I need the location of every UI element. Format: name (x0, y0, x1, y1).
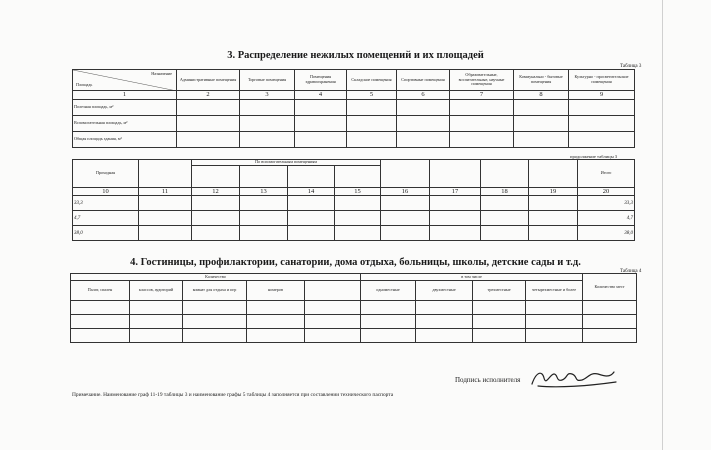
cell (430, 196, 481, 211)
col-number: 18 (481, 188, 529, 196)
col-number: 8 (514, 91, 569, 100)
cell (529, 211, 578, 226)
col-header: комнат для отдыха и игр (183, 281, 247, 301)
cell (335, 196, 381, 211)
cell (240, 100, 295, 116)
cell (139, 226, 192, 241)
col-number: 4 (295, 91, 347, 100)
cell (397, 100, 450, 116)
col-number: 13 (240, 188, 288, 196)
cell (240, 196, 288, 211)
col-header: Палат, спален (71, 281, 130, 301)
col-header: Складские помещения (347, 70, 397, 91)
col-header: Спортивные помещения (397, 70, 450, 91)
cell (183, 315, 247, 329)
table3-continuation (72, 159, 635, 241)
col-number: 16 (381, 188, 430, 196)
cell (416, 329, 473, 343)
col-header: Коммунально - бытовые помещения (514, 70, 569, 91)
col-header: Административные помещения (177, 70, 240, 91)
cell (473, 315, 526, 329)
cell (247, 301, 305, 315)
cell (473, 301, 526, 315)
cell (361, 315, 416, 329)
cell (569, 116, 635, 132)
col-number: 19 (529, 188, 578, 196)
cell (381, 160, 430, 188)
cell (71, 301, 130, 315)
cell (335, 226, 381, 241)
cell (240, 211, 288, 226)
col-header: Культурно - просветительские помещения (569, 70, 635, 91)
signature-scribble (528, 366, 618, 390)
col-header: четырехместные и более (526, 281, 583, 301)
col-passage: Проходная (73, 160, 139, 188)
corner-top-label: Назначение (151, 71, 172, 76)
cell (397, 132, 450, 148)
row-label: Общая площадь здания, м² (73, 132, 177, 148)
cell (569, 132, 635, 148)
cell (481, 211, 529, 226)
cell (139, 160, 192, 188)
cell (71, 329, 130, 343)
cell (288, 226, 335, 241)
table3-corner (73, 70, 177, 91)
cell (481, 160, 529, 188)
col-number: 11 (139, 188, 192, 196)
col-number: 7 (450, 91, 514, 100)
cell (514, 116, 569, 132)
cell (288, 196, 335, 211)
col-number: 12 (192, 188, 240, 196)
cell (177, 132, 240, 148)
col-number: 9 (569, 91, 635, 100)
cell (416, 301, 473, 315)
cell (192, 211, 240, 226)
col-number: 17 (430, 188, 481, 196)
total-cell: 4,7 (578, 211, 635, 226)
col-header: номеров (247, 281, 305, 301)
cell (361, 301, 416, 315)
group-incl-header: в том числе (361, 274, 583, 281)
signature-label: Подпись исполнителя (455, 376, 521, 384)
col-header: Торговые помещения (240, 70, 295, 91)
section4-title: 4. Гостиницы, профилактории, санатории, дома отдыха, больницы, школы, детские сады и т.д. (130, 257, 581, 268)
cell (430, 160, 481, 188)
col-number: 1 (73, 91, 177, 100)
cell (335, 166, 381, 188)
total-cell: 38,0 (578, 226, 635, 241)
cell (130, 315, 183, 329)
cell (177, 100, 240, 116)
col-header: классов, аудиторий (130, 281, 183, 301)
cell (381, 226, 430, 241)
value-cell: 4,7 (73, 211, 139, 226)
cell (288, 211, 335, 226)
cell (177, 116, 240, 132)
cell (192, 196, 240, 211)
col-header: двухместные (416, 281, 473, 301)
cell (240, 166, 288, 188)
cell (526, 315, 583, 329)
cell (514, 132, 569, 148)
cell (381, 211, 430, 226)
cell (139, 211, 192, 226)
cell (192, 226, 240, 241)
cell (430, 211, 481, 226)
cell (335, 211, 381, 226)
col-header: Помещения здравоохранения (295, 70, 347, 91)
cell (347, 116, 397, 132)
cell (247, 315, 305, 329)
cell (183, 329, 247, 343)
cell (481, 196, 529, 211)
cell (481, 226, 529, 241)
cell (240, 116, 295, 132)
row-label: Вспомогательная площадь, м² (73, 116, 177, 132)
cell (240, 226, 288, 241)
cell (514, 100, 569, 116)
cell (529, 196, 578, 211)
cell (450, 116, 514, 132)
page-edge (662, 0, 663, 450)
cell (473, 329, 526, 343)
cell (139, 196, 192, 211)
cell (305, 329, 361, 343)
total-cell: 33,3 (578, 196, 635, 211)
cell (130, 329, 183, 343)
cell (397, 116, 450, 132)
corner-bottom-label: Площадь (76, 82, 93, 88)
cell (569, 100, 635, 116)
cell (583, 315, 637, 329)
table3-label: Таблица 3 (620, 64, 642, 69)
row-label: Полезная площадь, м² (73, 100, 177, 116)
col-header: трехместные (473, 281, 526, 301)
group-count-header: Количество (71, 274, 361, 281)
table3-continuation-label: продолжение таблицы 3 (570, 154, 618, 159)
col-number: 3 (240, 91, 295, 100)
cell (295, 100, 347, 116)
table4 (70, 273, 637, 343)
col-number: 20 (578, 188, 635, 196)
cell (583, 301, 637, 315)
col-number: 10 (73, 188, 139, 196)
cell (305, 301, 361, 315)
cell (416, 315, 473, 329)
cell (130, 301, 183, 315)
cell (529, 226, 578, 241)
table3 (72, 69, 635, 148)
cell (450, 100, 514, 116)
cell (247, 329, 305, 343)
col-header: Образовательные, воспитательные, научные помещения (450, 70, 514, 91)
cell (71, 315, 130, 329)
cell (526, 329, 583, 343)
cell (347, 100, 397, 116)
col-number: 15 (335, 188, 381, 196)
cell (381, 196, 430, 211)
cell (450, 132, 514, 148)
value-cell: 38,0 (73, 226, 139, 241)
cell (430, 226, 481, 241)
cell (305, 315, 361, 329)
footnote: Примечание. Наименование граф 11-19 таблицы 3 и наименование графы 5 таблицы 4 заполняется при составлении технического паспорта (72, 392, 394, 398)
cell (295, 132, 347, 148)
section3-title: 3. Распределение нежилых помещений и их площадей (227, 50, 484, 61)
col-places: Количество мест (583, 274, 637, 301)
table4-label: Таблица 4 (620, 269, 642, 274)
col-number: 6 (397, 91, 450, 100)
cell (526, 301, 583, 315)
cell (347, 132, 397, 148)
cell (361, 329, 416, 343)
col-header: одноместные (361, 281, 416, 301)
cell (192, 166, 240, 188)
cell (288, 166, 335, 188)
col-number: 14 (288, 188, 335, 196)
cell (183, 301, 247, 315)
cell (240, 132, 295, 148)
value-cell: 33,3 (73, 196, 139, 211)
cell (295, 116, 347, 132)
col-number: 5 (347, 91, 397, 100)
col-total: Итого (578, 160, 635, 188)
cell (529, 160, 578, 188)
col-header (305, 281, 361, 301)
col-number: 2 (177, 91, 240, 100)
cell (583, 329, 637, 343)
group-aux-header: По вспомогательным помещениям (192, 160, 381, 166)
